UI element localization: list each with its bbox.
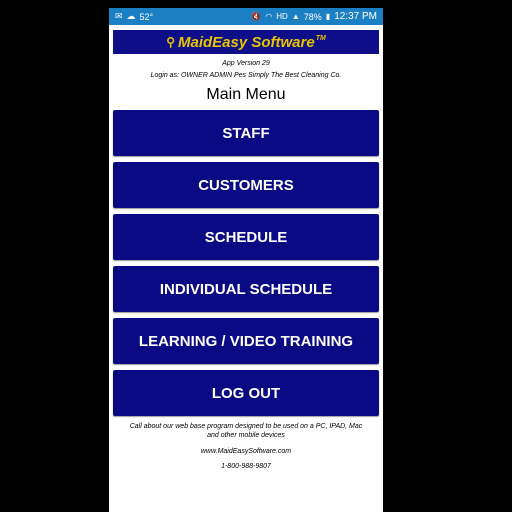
customers-button[interactable]: CUSTOMERS (113, 162, 379, 208)
phone-screen (109, 8, 383, 512)
status-bar (109, 8, 383, 25)
login-info: Login as: OWNER ADMIN Pes Simply The Best Cleaning Co. (150, 72, 342, 79)
trademark: TM (315, 34, 326, 42)
cloud-weather-icon: ☁ (126, 11, 136, 21)
mute-icon: 🔇 (251, 12, 262, 21)
logo-text: MaidEasy Software (177, 33, 315, 51)
battery-icon: ▮ (325, 12, 331, 21)
main-menu (109, 110, 383, 416)
log-out-button[interactable]: LOG OUT (113, 370, 379, 416)
notification-icon: ✉ (115, 11, 123, 21)
temperature: 52° (139, 11, 154, 22)
logo-banner (113, 30, 379, 54)
vacuum-icon: ⚲ (166, 35, 175, 49)
signal-icon: ▲ (291, 12, 300, 21)
status-left (115, 11, 153, 22)
page-title: Main Menu (206, 86, 286, 103)
battery-percentage: 78% (303, 11, 322, 22)
phone-number[interactable]: 1-800-988-9807 (221, 463, 271, 470)
staff-button[interactable]: STAFF (113, 110, 379, 156)
website-link[interactable]: www.MaidEasySoftware.com (200, 448, 292, 455)
schedule-button[interactable]: SCHEDULE (113, 214, 379, 260)
learning-video-training-button[interactable]: LEARNING / VIDEO TRAINING (113, 318, 379, 364)
network-label: HD (276, 12, 288, 21)
footer-info: Call about our web base program designed to be used on a PC, IPAD, Mac and other mobile devices (129, 423, 363, 439)
logo (166, 34, 326, 51)
status-right (251, 11, 377, 22)
wifi-icon: ◠ (265, 12, 273, 21)
individual-schedule-button[interactable]: INDIVIDUAL SCHEDULE (113, 266, 379, 312)
clock: 12:37 PM (334, 11, 377, 22)
app-version: App Version 29 (222, 60, 270, 67)
